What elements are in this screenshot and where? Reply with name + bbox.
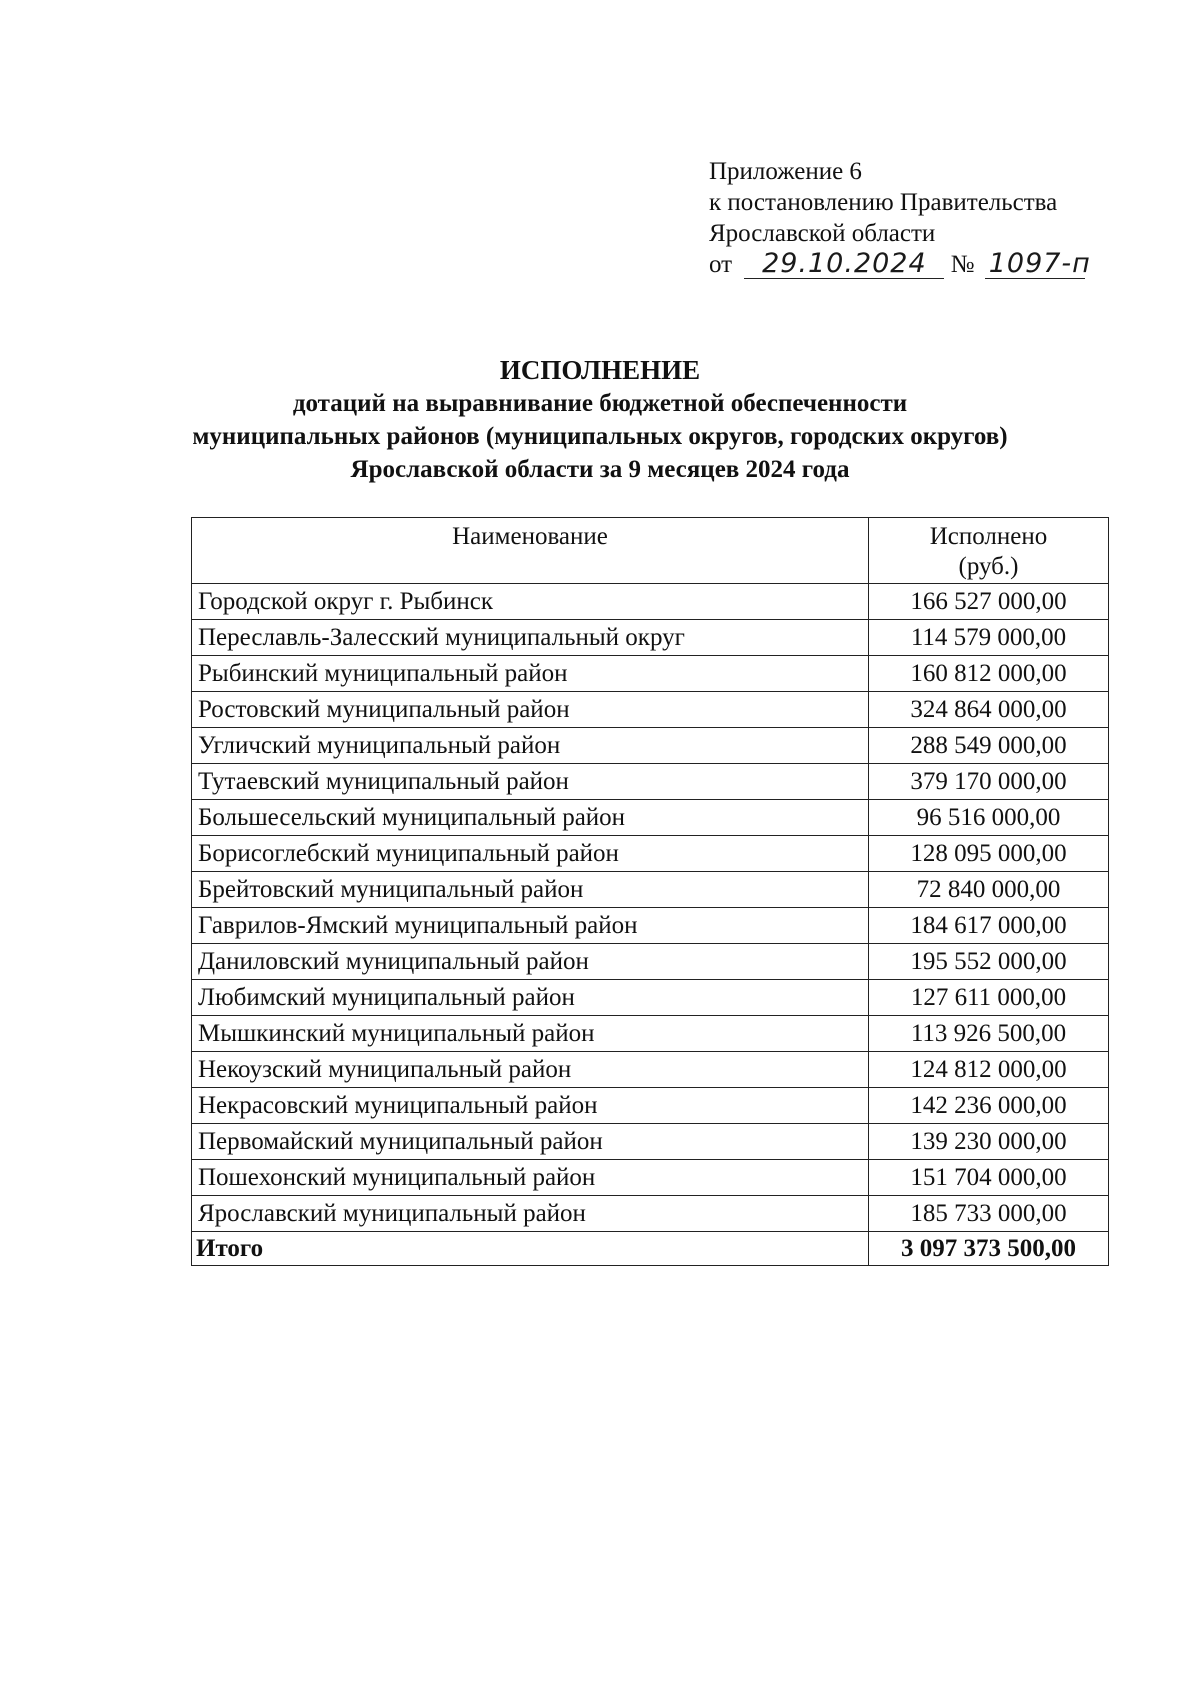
row-name: Переславль-Залесский муниципальный округ <box>192 620 869 656</box>
total-row <box>192 1232 1109 1266</box>
row-name: Брейтовский муниципальный район <box>192 872 869 908</box>
table-header-row <box>192 518 1109 584</box>
row-value: 379 170 000,00 <box>869 764 1109 800</box>
table-row <box>192 980 1109 1016</box>
row-name: Пошехонский муниципальный район <box>192 1160 869 1196</box>
row-value: 288 549 000,00 <box>869 728 1109 764</box>
document-title <box>0 354 1200 486</box>
row-value: 324 864 000,00 <box>869 692 1109 728</box>
handwritten-date: 29.10.2024 <box>744 250 944 279</box>
table-row <box>192 764 1109 800</box>
header-value <box>869 518 1109 584</box>
appendix-line-2: к постановлению Правительства <box>709 189 1058 216</box>
row-value: 127 611 000,00 <box>869 980 1109 1016</box>
table-row <box>192 620 1109 656</box>
row-name: Ростовский муниципальный район <box>192 692 869 728</box>
header-value-line-2: (руб.) <box>958 553 1019 580</box>
row-name: Городской округ г. Рыбинск <box>192 584 869 620</box>
row-value: 114 579 000,00 <box>869 620 1109 656</box>
number-sign: № <box>950 251 975 278</box>
row-name: Некрасовский муниципальный район <box>192 1088 869 1124</box>
row-value: 185 733 000,00 <box>869 1196 1109 1232</box>
appendix-date-line <box>709 248 1091 280</box>
row-name: Борисоглебский муниципальный район <box>192 836 869 872</box>
table-row <box>192 584 1109 620</box>
table-body <box>192 584 1109 1266</box>
title-main: ИСПОЛНЕНИЕ <box>499 355 701 385</box>
row-name: Мышкинский муниципальный район <box>192 1016 869 1052</box>
row-name: Гаврилов-Ямский муниципальный район <box>192 908 869 944</box>
row-value: 139 230 000,00 <box>869 1124 1109 1160</box>
row-value: 151 704 000,00 <box>869 1160 1109 1196</box>
table-row <box>192 692 1109 728</box>
row-name: Первомайский муниципальный район <box>192 1124 869 1160</box>
row-name: Тутаевский муниципальный район <box>192 764 869 800</box>
handwritten-number: 1097-п <box>985 250 1085 279</box>
row-value: 96 516 000,00 <box>869 800 1109 836</box>
row-value: 184 617 000,00 <box>869 908 1109 944</box>
table-row <box>192 728 1109 764</box>
row-value: 142 236 000,00 <box>869 1088 1109 1124</box>
title-line-4: Ярославской области за 9 месяцев 2024 года <box>350 456 850 483</box>
row-value: 195 552 000,00 <box>869 944 1109 980</box>
row-name: Угличский муниципальный район <box>192 728 869 764</box>
row-name: Даниловский муниципальный район <box>192 944 869 980</box>
row-name: Некоузский муниципальный район <box>192 1052 869 1088</box>
appendix-line-3: Ярославской области <box>709 220 936 247</box>
total-label: Итого <box>192 1232 869 1266</box>
row-value: 113 926 500,00 <box>869 1016 1109 1052</box>
from-label: от <box>709 251 733 278</box>
total-value: 3 097 373 500,00 <box>869 1232 1109 1266</box>
row-value: 166 527 000,00 <box>869 584 1109 620</box>
table-row <box>192 908 1109 944</box>
row-name: Ярославский муниципальный район <box>192 1196 869 1232</box>
execution-table <box>191 517 1109 1266</box>
title-line-2: дотаций на выравнивание бюджетной обеспеченности <box>292 390 908 417</box>
table-row <box>192 1052 1109 1088</box>
row-value: 160 812 000,00 <box>869 656 1109 692</box>
header-value-line-1: Исполнено <box>929 523 1048 550</box>
appendix-header <box>709 156 1091 280</box>
row-value: 72 840 000,00 <box>869 872 1109 908</box>
row-name: Большесельский муниципальный район <box>192 800 869 836</box>
table-row <box>192 836 1109 872</box>
table-row <box>192 656 1109 692</box>
header-name: Наименование <box>192 518 869 584</box>
row-name: Рыбинский муниципальный район <box>192 656 869 692</box>
table-row <box>192 1016 1109 1052</box>
row-value: 128 095 000,00 <box>869 836 1109 872</box>
table-row <box>192 944 1109 980</box>
table-row <box>192 1196 1109 1232</box>
title-line-3: муниципальных районов (муниципальных округов, городских округов) <box>192 423 1008 450</box>
row-value: 124 812 000,00 <box>869 1052 1109 1088</box>
appendix-line-1: Приложение 6 <box>709 158 862 185</box>
table-row <box>192 800 1109 836</box>
table-row <box>192 1160 1109 1196</box>
table-row <box>192 1124 1109 1160</box>
table-row <box>192 872 1109 908</box>
table-row <box>192 1088 1109 1124</box>
row-name: Любимский муниципальный район <box>192 980 869 1016</box>
